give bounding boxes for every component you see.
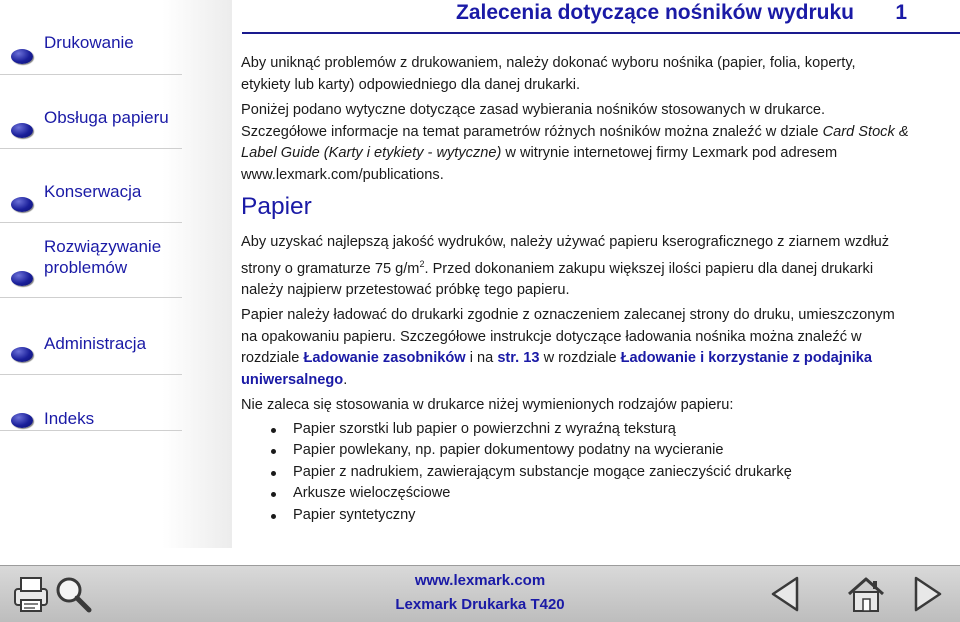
page-title: Zalecenia dotyczące nośników wydruku <box>456 1 854 24</box>
sidebar-item-label[interactable]: Konserwacja <box>44 182 142 201</box>
sidebar-item-obsluga-papieru[interactable] <box>0 104 182 149</box>
nav-bullet-icon <box>11 271 33 286</box>
intro-paragraph: Aby uniknąć problemów z drukowaniem, należy dokonać wyboru nośnika (papier, folia, koperty, etykiety lub karty) odpowiedniego dla danej drukarki. <box>241 55 856 93</box>
nav-bullet-icon <box>11 49 33 64</box>
guide-title: Card Stock & Label Guide (Karty i etykiety - wytyczne) <box>241 123 909 161</box>
sidebar-item-label[interactable]: Administracja <box>44 334 147 353</box>
title-bar <box>242 0 960 34</box>
sidebar-item-label[interactable]: Indeks <box>44 409 95 428</box>
sidebar-item-label[interactable]: Rozwiązywanie problemów <box>44 237 162 277</box>
list-item: Papier powlekany, np. papier dokumentowy podatny na wycieranie <box>241 440 909 462</box>
list-item: Arkusze wieloczęściowe <box>241 483 909 505</box>
sidebar-item-drukowanie[interactable] <box>0 30 182 75</box>
not-recommended-intro: Nie zaleca się stosowania w drukarce niżej wymienionych rodzajów papieru: <box>241 397 734 414</box>
footer-url-link[interactable]: www.lexmark.com <box>414 572 546 589</box>
list-item: Papier syntetyczny <box>241 505 909 527</box>
footer-product-name: Lexmark Drukarka T420 <box>395 596 565 613</box>
footer-toolbar <box>0 565 960 622</box>
link-ladowanie-zasobnikow[interactable]: Ładowanie zasobników <box>303 350 466 367</box>
link-podajnik-uniwersalny[interactable]: Ładowanie i korzystanie z podajnika uniwersalnego <box>241 350 873 388</box>
nav-bullet-icon <box>11 197 33 212</box>
intro-details-paragraph: Poniżej podano wytyczne dotyczące zasad wybierania nośników stosowanych w drukarce. Szczegółowe informacje na temat parametrów różnych nośników można znaleźć w dziale Card Stock & Label Guide (Karty i etykiety - wytyczne) w witrynie internetowej firmy Lexmark pod adresem www.lexmark.com/publications. <box>241 102 909 183</box>
not-recommended-list <box>241 419 909 527</box>
sidebar-item-rozwiazywanie-problemow[interactable] <box>0 233 182 298</box>
main-content <box>241 53 909 526</box>
sidebar-item-administracja[interactable] <box>0 330 182 375</box>
page-number: 1 <box>895 1 907 24</box>
list-item: Papier z nadrukiem, zawierającym substancje mogące zanieczyścić drukarkę <box>241 462 909 484</box>
sidebar-item-konserwacja[interactable] <box>0 178 182 223</box>
nav-bullet-icon <box>11 413 33 428</box>
loading-paragraph: Papier należy ładować do drukarki zgodnie z oznaczeniem zalecanej strony do druku, umieszczonym na opakowaniu papieru. Szczegółowe instrukcje dotyczące ładowania nośnika można znaleźć w rozdziale Ładowanie zasobników i na str. 13 w rozdziale Ładowanie i korzystanie z podajnika uniwersalnego. <box>241 307 895 388</box>
sidebar-item-label[interactable]: Obsługa papieru <box>44 108 169 127</box>
list-item: Papier szorstki lub papier o powierzchni z wyraźną teksturą <box>241 419 909 441</box>
link-str-13[interactable]: str. 13 <box>497 350 540 367</box>
sidebar-nav <box>0 0 232 548</box>
nav-bullet-icon <box>11 347 33 362</box>
paper-recommendation-paragraph: Aby uzyskać najlepszą jakość wydruków, należy używać papieru kserograficznego z ziarnem wzdłuż strony o gramaturze 75 $g/m^2$. Przed dokonaniem zakupu większej ilości papieru dla danej drukarki należy najpierw przetestować próbkę tego papieru. <box>241 234 890 298</box>
section-heading: Papier <box>241 193 312 220</box>
nav-bullet-icon <box>11 123 33 138</box>
sidebar-item-label[interactable]: Drukowanie <box>44 33 134 52</box>
sidebar-item-indeks[interactable] <box>0 406 182 431</box>
